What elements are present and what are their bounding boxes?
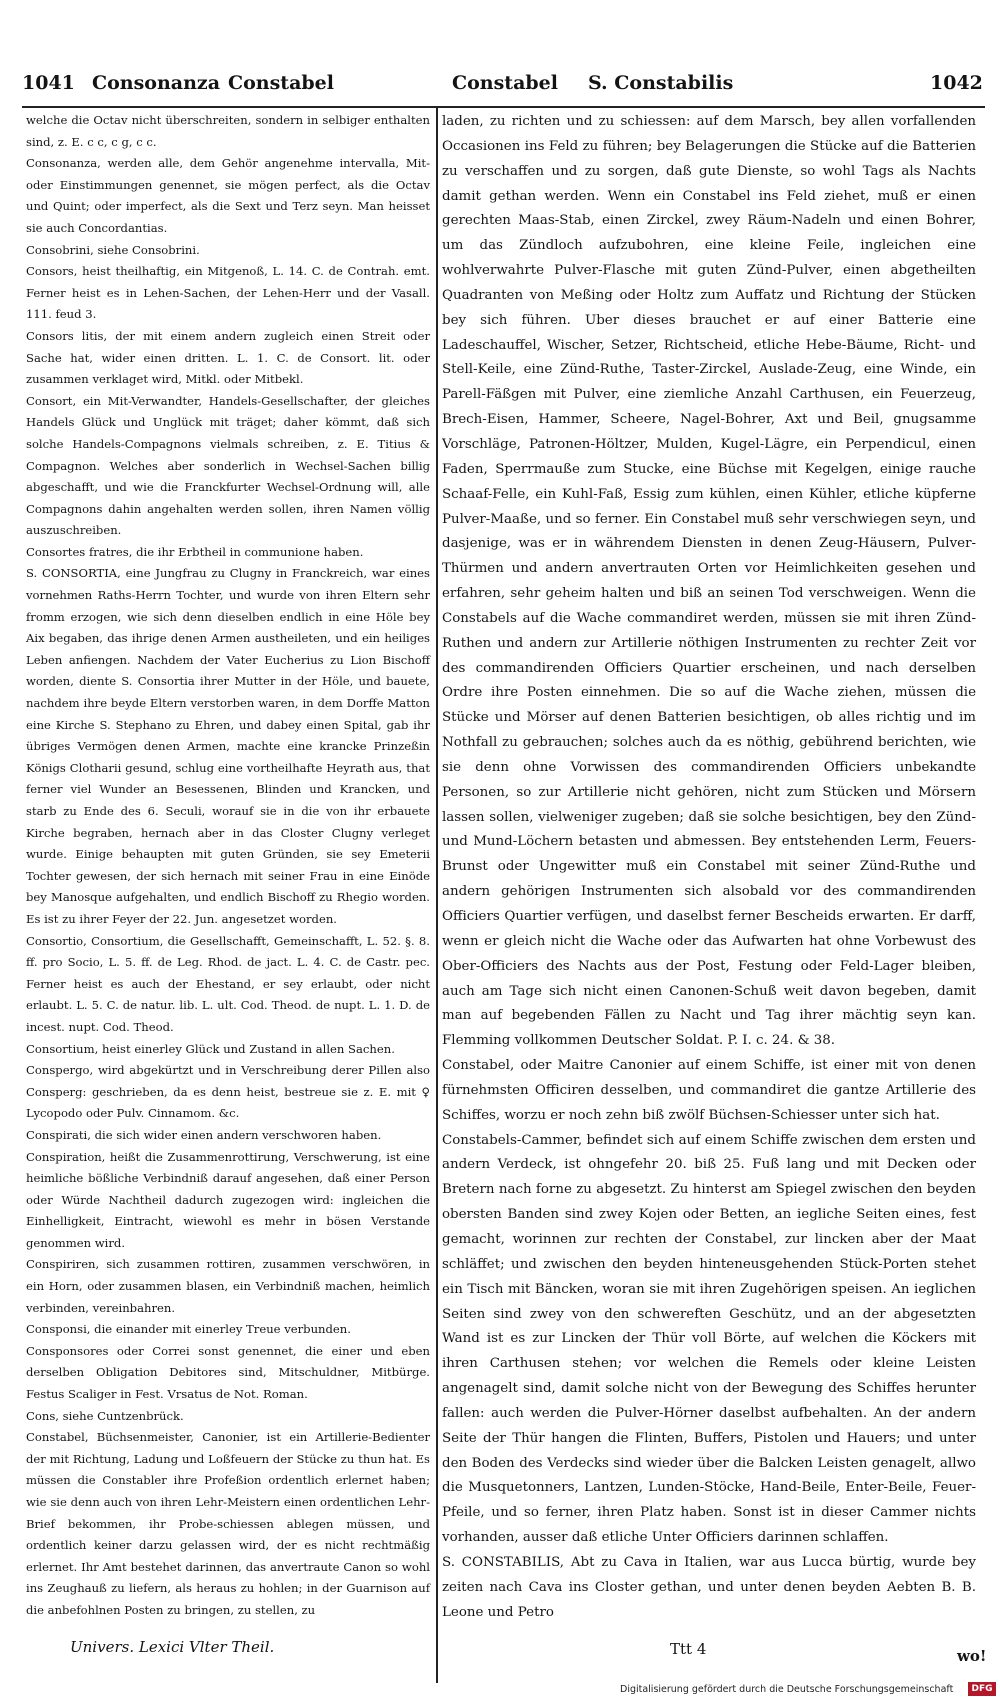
entry-paragraph: S. CONSORTIA, eine Jungfrau zu Clugny in Franckreich, war eines vornehmen Raths-Herrn Tochter, und wurde von ihren Eltern sehr fromm erzogen, wie sich denn dieselben endlich in eine Höle bey Aix begaben, das ihrige denen Armen austheileten, und ein heiliges Leben anfiengen. Nachdem der Vater Eucherius zu Lion Bischoff worden, diente S. Consortia ihrer Mutter in der Höle, und bauete, nachdem ihre beyde Eltern verstorben waren, in dem Dorffe Matton eine Kirche S. Stephano zu Ehren, und dabey einen Spital, gab ihr übriges Vermögen denen Armen, machte eine krancke Prinzeßin Königs Clotharii gesund, schlug eine vortheilhafte Heyrath aus, that ferner viel Wunder an Besessenen, Blinden und Krancken, und starb zu Ende des 6. Seculi, worauf sie in die von ihr erbauete Kirche begraben, hernach aber in das Closter Clugny verleget wurde. Einige behaupten mit guten Gründen, sie sey Emeterii Tochter gewesen, der sich hernach mit seiner Frau in eine Einöde bey Manosque aufgehalten, und endlich Bischoff zu Rhegio worden. Es ist zu ihrer Feyer der 22. Jun. angesetzet worden. <box>26 566 430 926</box>
right-running-title: Constabel <box>452 72 558 94</box>
dfg-logo: DFG <box>968 1682 996 1696</box>
left-running-title: Consonanza <box>92 72 221 94</box>
entry-paragraph: Consortio, Consortium, die Gesellschafft, Gemeinschafft, L. 52. §. 8. ff. pro Socio, L. 5. ff. de Leg. Rhod. de jact. L. 4. C. de Castr. pec. Ferner heist es auch der Ehestand, er sey erlaubt, oder nicht erlaubt. L. 5. C. de natur. lib. L. ult. Cod. Theod. de nupt. L. 1. D. de incest. nupt. Cod. Theod. <box>26 933 430 1034</box>
entry-paragraph: Consort, ein Mit-Verwandter, Handels-Gesellschafter, der gleiches Handels Glück und Unglück mit träget; daher kömmt, daß sich solche Handels-Compagnons vielmals schreiben, z. E. Titius & Compagnon. Welches aber sonderlich in Wechsel-Sachen billig abgeschafft, und wie die Franckfurter Wechsel-Ordnung will, alle Compagnons dahin angehalten werden sollen, ihren Namen völlig auszuschreiben. <box>26 393 430 538</box>
entry-paragraph: Constabels-Cammer, befindet sich auf einem Schiffe zwischen dem ersten und andern Verdeck, ist ohngefehr 20. biß 25. Fuß lang und mit Decken oder Bretern nach forne zu abgesetzt. Zu hinterst am Spiegel zwischen den beyden obersten Banden sind zwey Kojen oder Betten, an iegliche Seiten eines, fest gemacht, worinnen zur rechten der Constabel, zur lincken aber der Maat schläffet; und zwischen den beyden hinteneusgehenden Stück-Porten stehet ein Tisch mit Bäncken, woran sie mit ihren Zugehörigen speisen. An ieglichen Seiten sind zwey von den schwereften Geschütz, und an der abgesetzten Wand ist es zur Lincken der Thür voll Börte, auf welchen die Köckers mit ihren Carthusen stehen; vor welchen die Remels oder kleine Leisten angenagelt sind, damit solche nicht von der Bewegung des Schiffes herunter fallen: auch werden die Pulver-Hörner daselbst aufbehalten. An der andern Seite der Thür hangen die Flinten, Buffers, Pistolen und Hauers; und unter den Boden des Verdecks sind wieder über die Balcken Leisten genagelt, allwo die Musquetonners, Lantzen, Lunden-Stöcke, Hand-Beile, Enter-Beile, Feuer-Pfeile, und so ferner, ihren Platz haben. Sonst ist in dieser Cammer nichts vorhanden, ausser daß etliche Unter Officiers darinnen schlaffen. <box>442 1132 976 1546</box>
entry-paragraph: Constabel, oder Maitre Canonier auf einem Schiffe, ist einer mit von denen fürnehmsten Officiren desselben, und commandiret die gantze Artillerie des Schiffes, worzu er noch zehn biß zwölf Büchsen-Schiesser unter sich hat. <box>442 1058 976 1123</box>
entry-paragraph: Consonanza, werden alle, dem Gehör angenehme intervalla, Mit- oder Einstimmungen genennet, sie mögen perfect, als die Octav und Quint; oder imperfect, als die Sext und Terz seyn. Man heisset sie auch Concordantias. <box>26 156 430 235</box>
entry-paragraph: Conspergo, wird abgekürtzt und in Verschreibung derer Pillen also Consperg: geschrieben, da es denn heist, bestreue sie z. E. mit ♀ Lycopodo oder Pulv. Cinnamom. &c. <box>26 1063 430 1121</box>
right-column <box>442 110 976 1625</box>
left-page-number: 1041 <box>22 72 75 94</box>
entry-paragraph: Cons, siehe Cuntzenbrück. <box>26 1408 184 1423</box>
right-page-number: 1042 <box>930 72 983 94</box>
entry-paragraph: Constabel, Büchsenmeister, Canonier, ist ein Artillerie-Bedienter der mit Richtung, Ladung und Loßfeuern der Stücke zu thun hat. Es müssen die Constabler ihre Profeßion ordentlich erlernet haben; wie sie denn auch von ihren Lehr-Meistern einen ordentlichen Lehr-Brief bekommen, ihr Probe-schiessen ablegen müssen, und ordentlich keiner darzu gelassen wird, der es nicht rechtmäßig erlernet. Ihr Amt bestehet darinnen, das anvertraute Canon so wohl ins Zeughauß zu liefern, als heraus zu hohlen; in der Guarnison auf die anbefohlnen Posten zu bringen, zu stellen, zu <box>26 1430 430 1617</box>
volume-footer: Univers. Lexici Vlter Theil. <box>70 1638 275 1656</box>
left-column <box>26 110 430 1622</box>
header-rule <box>22 106 985 108</box>
entry-paragraph: Consponsores oder Correi sonst genennet, die einer und eben derselben Obligation Debitores sind, Mitschuldner, Mitbürge. Festus Scaliger in Fest. Vrsatus de Not. Roman. <box>26 1343 430 1402</box>
signature-mark: Ttt 4 <box>670 1640 707 1658</box>
right-running-title-2: S. Constabilis <box>588 72 734 94</box>
entry-paragraph: welche die Octav nicht überschreiten, sondern in selbiger enthalten sind, z. E. c c, c g, c c. <box>26 113 430 149</box>
entry-paragraph: Consortes fratres, die ihr Erbtheil in communione haben. <box>26 544 364 559</box>
entry-paragraph: laden, zu richten und zu schiessen: auf dem Marsch, bey allen vorfallenden Occasionen ins Feld zu führen; bey Belagerungen die Stücke auf die Batterien zu verschaffen und zu sorgen, daß gute Dienste, so wohl Tags als Nachts damit gethan werden. Wenn ein Constabel ins Feld ziehet, muß er einen gerechten Maas-Stab, einen Zirckel, zwey Räum-Nadeln und einen Bohrer, um das Zündloch aufzubohren, eine kleine Feile, ingleichen eine wohlverwahrte Pulver-Flasche mit guten Zünd-Pulver, einen abgetheilten Quadranten von Meßing oder Holtz zum Auffatz und Richtung der Stücken bey sich führen. Uber dieses brauchet er auf einer Batterie eine Ladeschauffel, Wischer, Setzer, Richtscheid, etliche Hebe-Bäume, Richt- und Stell-Keile, eine Zünd-Ruthe, Taster-Zirckel, Auslade-Zeug, eine Winde, ein Parell-Fäßgen mit Pulver, eine ziemliche Anzahl Carthusen, ein Feuerzeug, Brech-Eisen, Hammer, Scheere, Nagel-Bohrer, Axt und Beil, gnugsamme Vorschläge, Patronen-Höltzer, Mulden, Kugel-Lägre, ein Perpendicul, einen Faden, Sperrmauße zum Stucke, eine Büchse mit Kegelgen, einige rauche Schaaf-Felle, ein Kuhl-Faß, Essig zum kühlen, einen Kühler, etliche küpferne Pulver-Maaße, und so ferner. Ein Constabel muß sehr verschwiegen seyn, und dasjenige, was er in währendem Diensten in denen Zeug-Häusern, Pulver-Thürmen und andern anvertrauten Orten vor Heimlichkeiten gesehen und erfahren, sehr geheim halten und biß an seinen Tod verschweigen. Wenn die Constabels auf die Wache commandiret werden, müssen sie mit ihren Zünd-Ruthen und andern zur Artillerie nöthigen Instrumenten zu rechter Zeit vor des commandirenden Officiers Quartier erscheinen, und nach derselben Ordre ihre Posten einnehmen. Die so auf die Wache ziehen, müssen die Stücke und Mörser auf denen Batterien besichtigen, ob alles richtig und im Nothfall zu gebrauchen; solches auch da es nöthig, gebührend berichten, wie sie denn ohne Vorwissen des commandirenden Officiers unbekandte Personen, so zur Artillerie nicht gehören, nicht zum Stücken und Mörsern lassen sollen, vielweniger zugeben; daß sie solche besichtigen, bey den Zünd- und Mund-Löchern betasten und abmessen. Bey entstehenden Lerm, Feuers-Brunst oder Ungewitter muß ein Constabel mit seiner Zünd-Ruthe und andern gehörigen Instrumenten sich alsobald vor des commandirenden Officiers Quartier verfügen, und daselbst ferner Bescheids erwarten. Er darff, wenn er gleich nicht die Wache oder das Aufwarten hat ohne Vorbewust des Ober-Officiers des Nachts aus der Post, Festung oder Feld-Lager bleiben, auch am Tage sich nicht einen Canonen-Schuß weit davon begeben, damit man auf begebenden Fällen zu Nacht und Tag ihrer mächtig seyn kan. Flemming vollkommen Deutscher Soldat. P. I. c. 24. & 38. <box>442 114 976 1049</box>
catchword: wo! <box>957 1647 987 1665</box>
entry-paragraph: Consors, heist theilhaftig, ein Mitgenoß, L. 14. C. de Contrah. emt. Ferner heist es in Lehen-Sachen, der Lehen-Herr und der Vasall. 111. feud 3. <box>26 264 430 322</box>
entry-paragraph: Consors litis, der mit einem andern zugleich einen Streit oder Sache hat, wider einen dritten. L. 1. C. de Consort. lit. oder zusammen verklaget wird, Mitkl. oder Mitbekl. <box>26 328 430 387</box>
entry-paragraph: Conspiration, heißt die Zusammenrottirung, Verschwerung, ist eine heimliche bößliche Verbindniß darauf angesehen, daß einer Person oder Würde Nachtheil dadurch zugezogen wird: ingleichen die Einhelligkeit, Eintracht, wiewohl es mehr in bösen Verstande genommen wird. <box>26 1149 430 1250</box>
entry-paragraph: Conspiriren, sich zusammen rottiren, zusammen verschwören, in ein Horn, oder zusammen blasen, ein Verbindniß machen, heimlich verbinden, vereinbahren. <box>26 1257 430 1315</box>
entry-paragraph: Consponsi, die einander mit einerley Treue verbunden. <box>26 1322 351 1337</box>
entry-paragraph: Consortium, heist einerley Glück und Zustand in allen Sachen. <box>26 1041 395 1056</box>
entry-paragraph: Consobrini, siehe Consobrini. <box>26 242 200 257</box>
left-running-title-2: Constabel <box>228 72 334 94</box>
entry-paragraph: S. CONSTABILIS, Abt zu Cava in Italien, war aus Lucca bürtig, wurde bey zeiten nach Cava ins Closter gethan, und unter denen beyden Aebten B. B. Leone und Petro <box>442 1554 976 1620</box>
entry-paragraph: Conspirati, die sich wider einen andern verschworen haben. <box>26 1127 382 1142</box>
column-divider <box>436 108 438 1683</box>
digitization-note: Digitalisierung gefördert durch die Deutsche Forschungsgemeinschaft <box>620 1684 954 1695</box>
